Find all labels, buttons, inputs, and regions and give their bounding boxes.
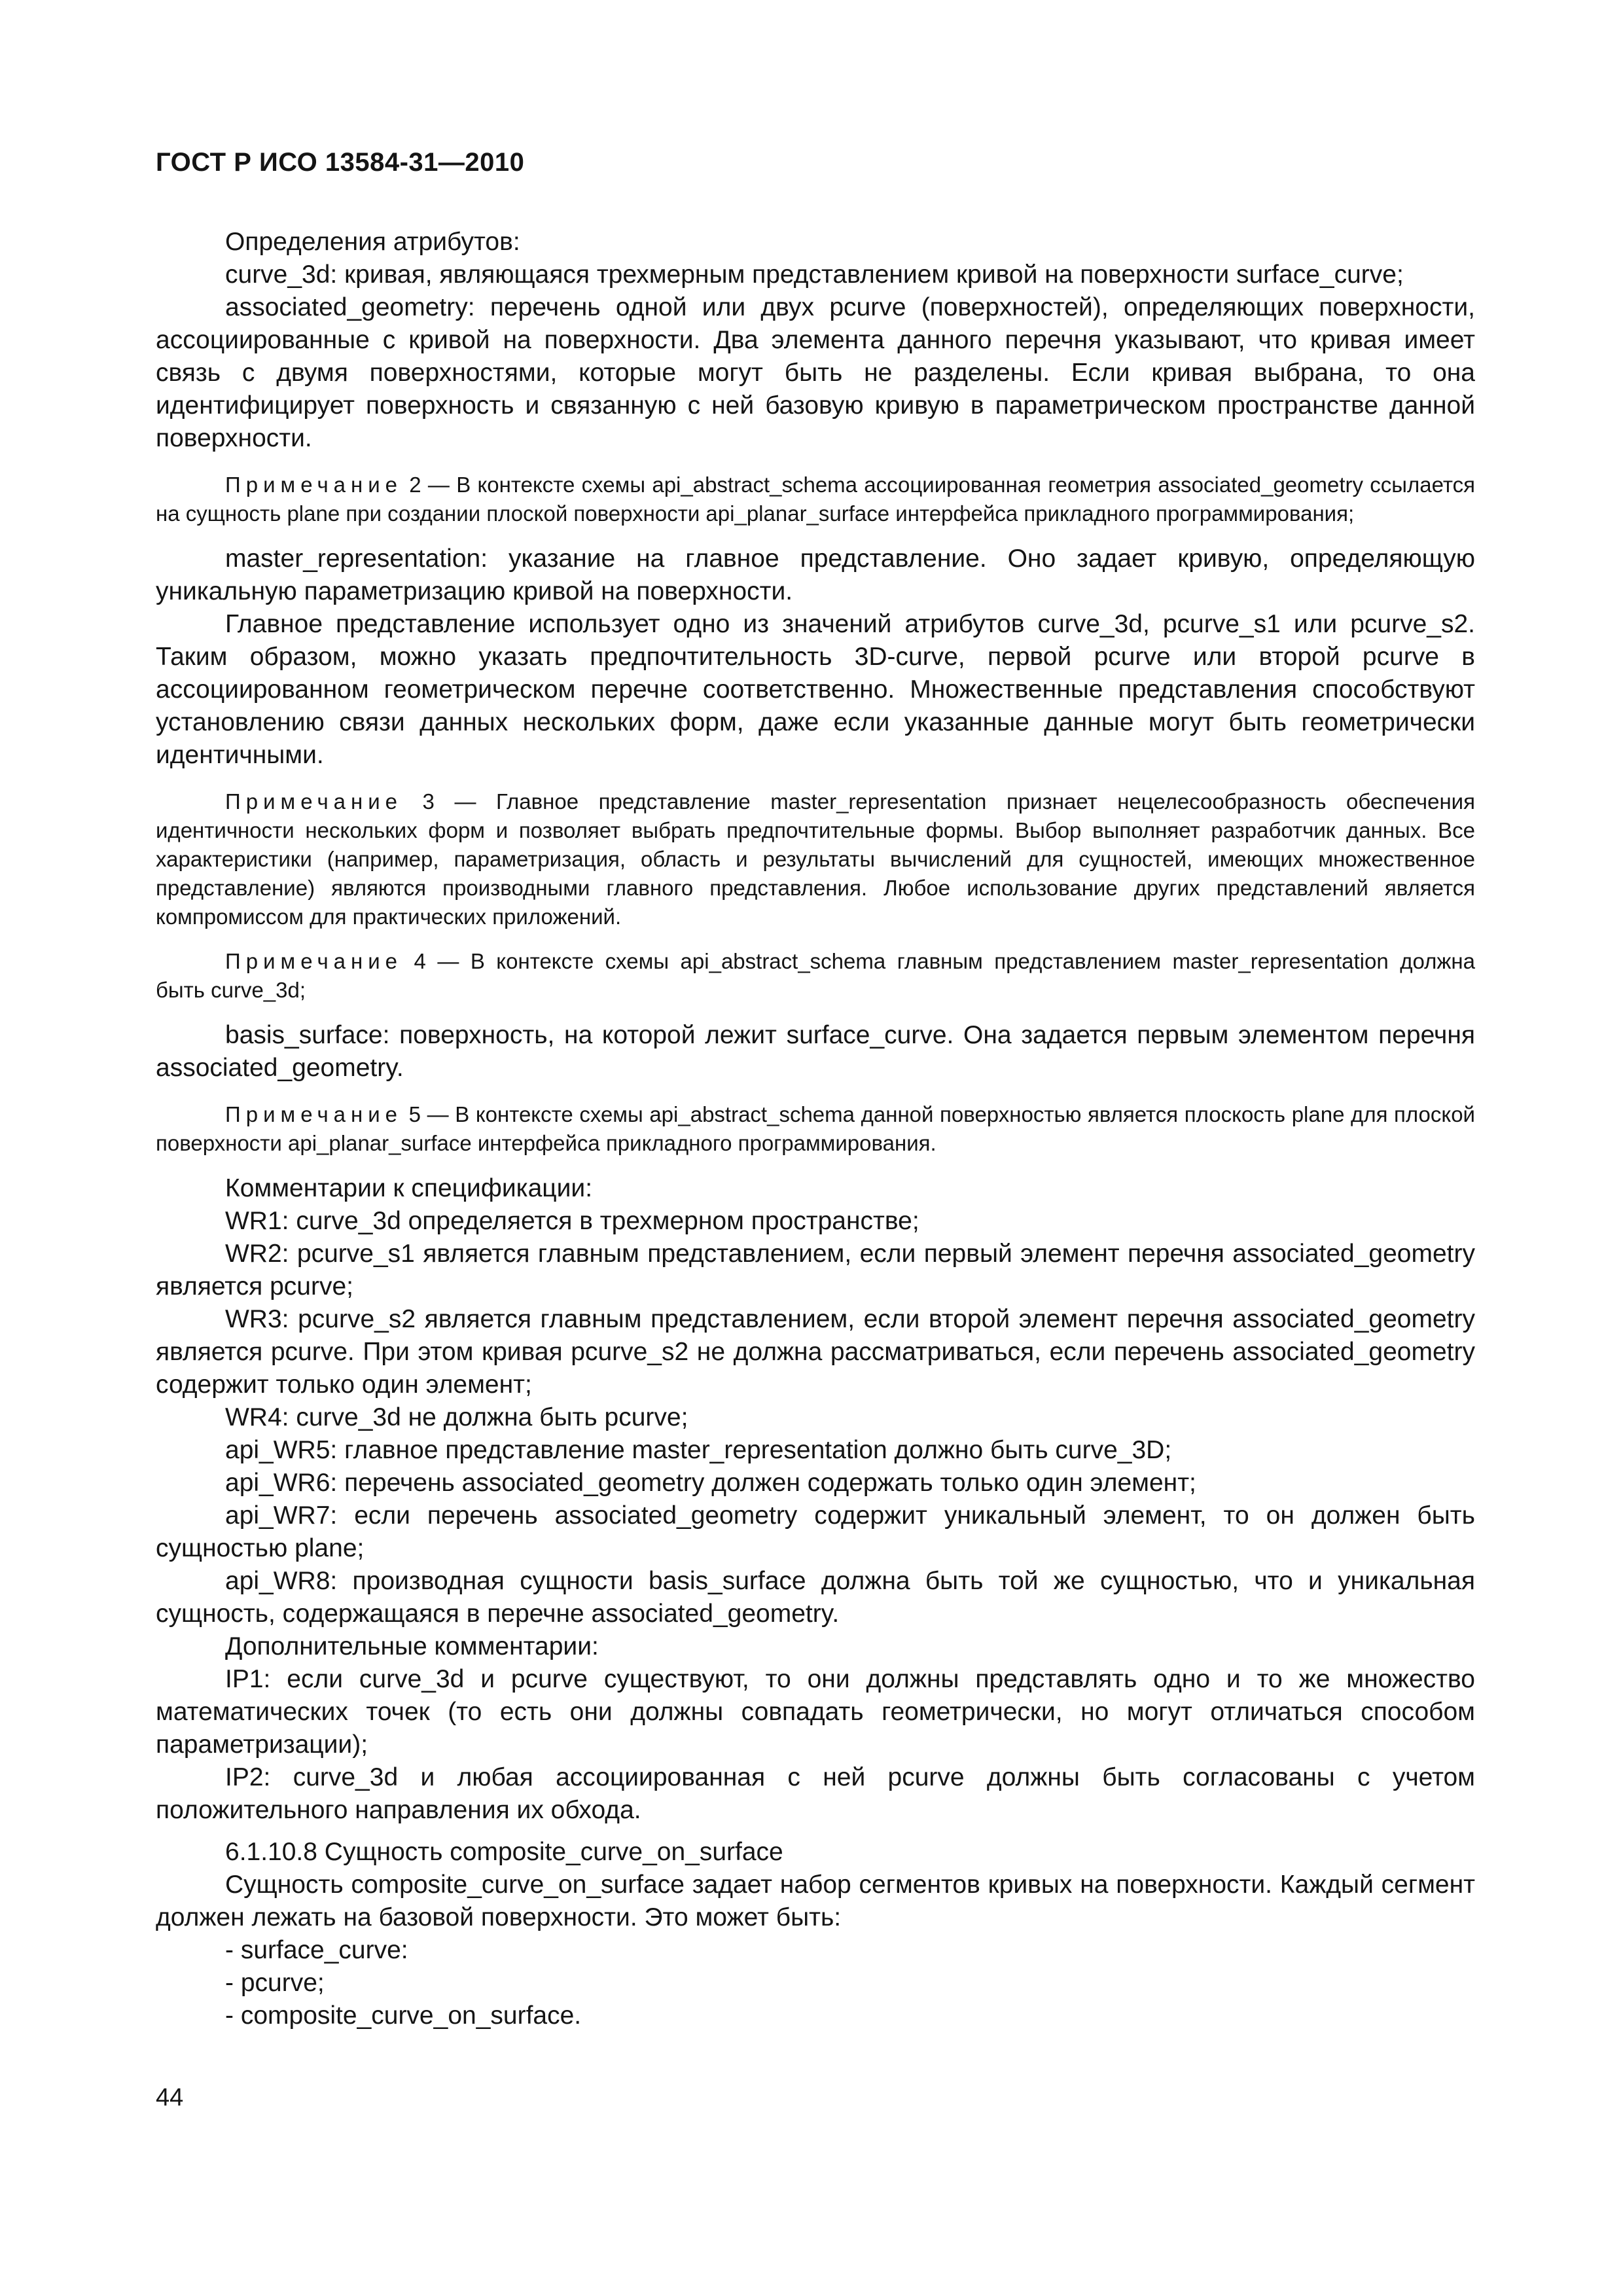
paragraph: api_WR8: производная сущности basis_surface должна быть той же сущностью, что и уникальная сущность, содержащаяся в перечне associated_geometry.: [156, 1567, 1475, 1628]
document-page: [156, 0, 1475, 2296]
paragraph: Сущность composite_curve_on_surface задает набор сегментов кривых на поверхности. Каждый сегмент должен лежать на базовой поверхности. Это может быть:: [156, 1871, 1475, 1931]
note-label: Примечание: [225, 1102, 403, 1126]
page-number: 44: [156, 2084, 184, 2111]
paragraph: Комментарии к спецификации:: [225, 1174, 593, 1202]
paragraph: api_WR6: перечень associated_geometry должен содержать только один элемент;: [225, 1469, 1196, 1497]
note-label: Примечание: [225, 473, 403, 497]
paragraph: IP1: если curve_3d и pcurve существуют, то они должны представлять одно и то же множество математических точек (то есть они должны совпадать геометрически, но могут отличаться способом параметризации);: [156, 1665, 1475, 1759]
note-4: [156, 947, 1475, 1005]
note-text: 4 — В контексте схемы api_abstract_schema главным представлением master_representation должна быть curve_3d;: [156, 949, 1475, 1002]
list-item: - composite_curve_on_surface.: [225, 2001, 582, 2030]
note-text: 5 — В контексте схемы api_abstract_schema данной поверхностью является плоскость plane для плоской поверхности api_planar_surface интерфейса прикладного программирования.: [156, 1102, 1475, 1155]
list-item: - surface_curve:: [225, 1936, 408, 1964]
paragraph: api_WR5: главное представление master_representation должно быть curve_3D;: [225, 1436, 1172, 1464]
paragraph: Главное представление использует одно из значений атрибутов curve_3d, pcurve_s1 или pcurve_s2. Таким образом, можно указать предпочтительность 3D-curve, первой pcurve или второй pcurve в ассоциированном геометрическом перечне соответственно. Множественные представления способствуют установлению связи данных нескольких форм, даже если указанные данные могут быть геометрически идентичными.: [156, 610, 1475, 769]
paragraph: WR4: curve_3d не должна быть pcurve;: [225, 1403, 688, 1431]
paragraph: Дополнительные комментарии:: [225, 1632, 599, 1660]
paragraph: WR2: pcurve_s1 является главным представлением, если первый элемент перечня associated_geometry является pcurve;: [156, 1240, 1475, 1300]
note-3: [156, 787, 1475, 931]
paragraph: Определения атрибутов:: [225, 228, 520, 256]
paragraph: WR1: curve_3d определяется в трехмерном пространстве;: [225, 1207, 919, 1235]
paragraph: WR3: pcurve_s2 является главным представлением, если второй элемент перечня associated_geometry является pcurve. При этом кривая pcurve_s2 не должна рассматриваться, если перечень associated_geometry содержит только один элемент;: [156, 1305, 1475, 1399]
paragraph: curve_3d: кривая, являющаяся трехмерным представлением кривой на поверхности surface_curve;: [225, 260, 1404, 289]
note-text: 2 — В контексте схемы api_abstract_schema ассоциированная геометрия associated_geometry ссылается на сущность plane при создании плоской поверхности api_planar_surface интерфейса прикладного программирования;: [156, 473, 1475, 526]
paragraph: associated_geometry: перечень одной или двух pcurve (поверхностей), определяющих поверхности, ассоциированные с кривой на поверхности. Два элемента данного перечня указывают, что кривая имеет связь с двумя поверхностями, которые могут быть не разделены. Если кривая выбрана, то она идентифицирует поверхность и связанную с ней базовую кривую в параметрическом пространстве данной поверхности.: [156, 293, 1475, 452]
document-body: [156, 226, 1475, 2032]
paragraph: IP2: curve_3d и любая ассоциированная с ней pcurve должны быть согласованы с учетом положительного направления их обхода.: [156, 1763, 1475, 1824]
note-text: 3 — Главное представление master_representation признает нецелесообразность обеспечения идентичности нескольких форм и позволяет выбрать предпочтительные формы. Выбор выполняет разработчик данных. Все характеристики (например, параметризация, область и результаты вычислений для сущностей, имеющих множественное представление) являются производными главного представления. Любое использование других представлений является компромиссом для практических приложений.: [156, 789, 1475, 929]
section-heading: 6.1.10.8 Сущность composite_curve_on_surface: [225, 1838, 783, 1866]
page-header-title: ГОСТ Р ИСО 13584-31—2010: [156, 148, 525, 177]
entity-list: [156, 1934, 1475, 2032]
paragraph: master_representation: указание на главное представление. Оно задает кривую, определяющую уникальную параметризацию кривой на поверхности.: [156, 545, 1475, 605]
note-label: Примечание: [225, 789, 403, 814]
paragraph: basis_surface: поверхность, на которой лежит surface_curve. Она задается первым элементом перечня associated_geometry.: [156, 1021, 1475, 1082]
paragraph: api_WR7: если перечень associated_geometry содержит уникальный элемент, то он должен быть сущностью plane;: [156, 1501, 1475, 1562]
note-2: [156, 471, 1475, 528]
note-5: [156, 1100, 1475, 1158]
note-label: Примечание: [225, 949, 403, 973]
list-item: - pcurve;: [225, 1969, 325, 1997]
